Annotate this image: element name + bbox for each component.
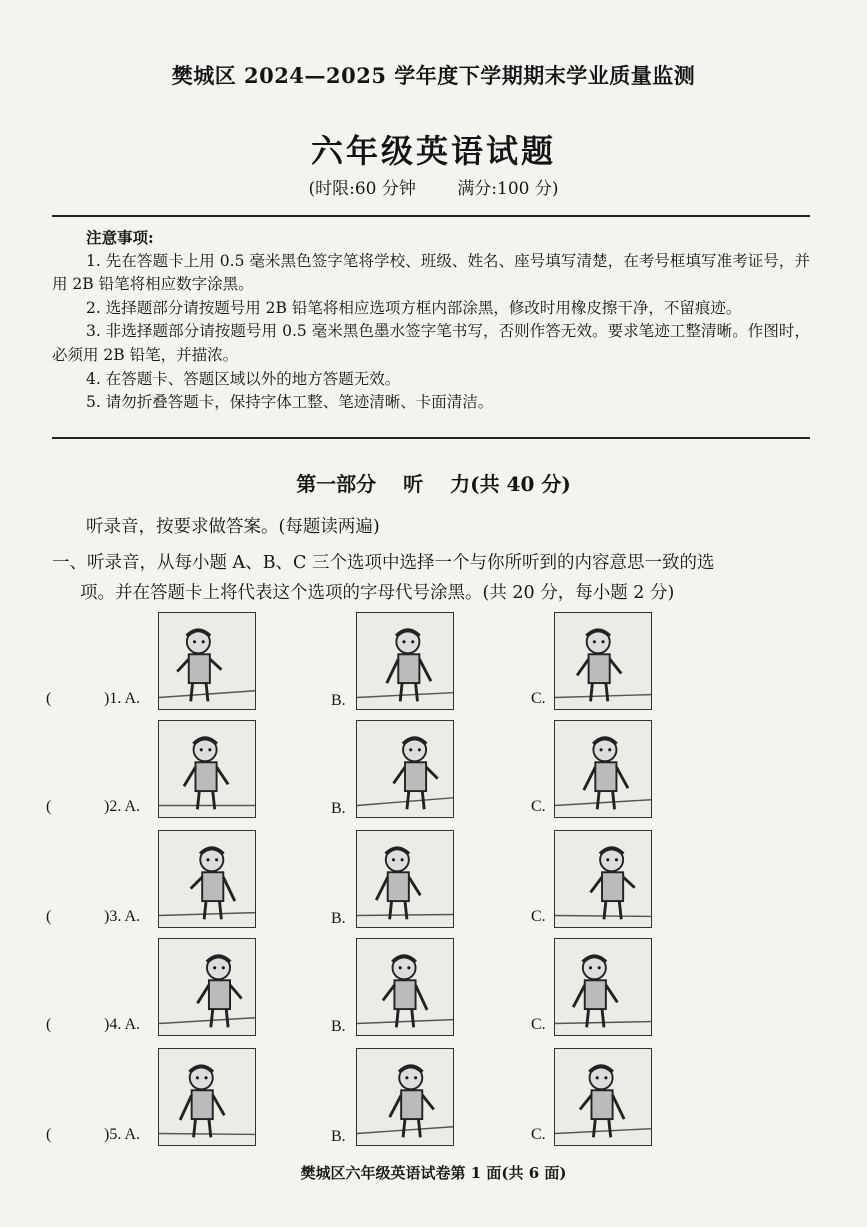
question-label: )5. A. [104, 1126, 140, 1143]
option-b-picture[interactable] [356, 720, 454, 818]
notice-item: 5. 请勿折叠答题卡，保持字体工整、笔迹清晰、卡面清洁。 [86, 393, 494, 412]
answer-paren-open[interactable]: ( [46, 798, 52, 815]
notice-item: 2. 选择题部分请按题号用 2B 铅笔将相应选项方框内部涂黑，修改时用橡皮擦干净，不留痕迹。 [86, 298, 742, 317]
sad-boy-icon [159, 939, 255, 1035]
question-row [0, 720, 867, 830]
option-a-picture[interactable] [158, 1048, 256, 1146]
option-c-label: C. [531, 908, 546, 925]
part1-instruction-line2: 项。并在答题卡上将代表这个选项的字母代号涂黑。(共 20 分，每小题 2 分) [80, 583, 675, 603]
answer-paren-open[interactable]: ( [46, 908, 52, 925]
question-label: )1. A. [104, 690, 140, 707]
option-c-picture[interactable] [554, 612, 652, 710]
option-c-picture[interactable] [554, 830, 652, 928]
option-c-picture[interactable] [554, 1048, 652, 1146]
section-part: 第一部分 [296, 472, 377, 496]
section-title [0, 468, 867, 497]
full-score: 满分:100 分) [457, 179, 559, 199]
option-b-picture[interactable] [356, 1048, 454, 1146]
option-c-label: C. [531, 1016, 546, 1033]
girl-reading-icon [159, 831, 255, 927]
option-c-label: C. [531, 690, 546, 707]
girl-washing-icon [159, 1049, 255, 1145]
option-b-picture[interactable] [356, 938, 454, 1036]
notice-item: 1. 先在答题卡上用 0.5 毫米黑色签字笔将学校、班级、姓名、座号填写清楚，在考号框填写准考证号，并用 2B 铅笔将相应数字涂黑。 [52, 251, 810, 294]
boy-cooking-icon [555, 939, 651, 1035]
notice-item: 3. 非选择题部分请按题号用 0.5 毫米黑色墨水签字笔书写，否则作答无效。要求笔迹工整清晰。作图时，必须用 2B 铅笔，并描浓。 [52, 322, 810, 364]
notice-item: 4. 在答题卡、答题区域以外的地方答题无效。 [86, 369, 401, 388]
option-b-picture[interactable] [356, 830, 454, 928]
notice-block [52, 226, 810, 415]
option-c-picture[interactable] [554, 720, 652, 818]
option-b-label: B. [331, 692, 346, 709]
worried-boy-icon [357, 939, 453, 1035]
option-b-label: B. [331, 1018, 346, 1035]
question-number [46, 1126, 140, 1144]
question-row [0, 1048, 867, 1158]
question-number [46, 690, 140, 708]
option-b-picture[interactable] [356, 612, 454, 710]
question-number [46, 908, 140, 926]
question-number [46, 798, 140, 816]
option-b-label: B. [331, 800, 346, 817]
soccer-player-icon [357, 831, 453, 927]
section-name-1: 听 [403, 472, 424, 496]
exam-meta [0, 174, 867, 199]
section-name-2: 力(共 40 分) [450, 472, 571, 496]
notice-heading: 注意事项: [86, 228, 154, 247]
subject-title: 六年级英语试题 [310, 132, 556, 170]
general-instruction: 听录音，按要求做答案。(每题读两遍) [86, 517, 380, 537]
top-divider [52, 215, 810, 217]
bottom-divider [52, 437, 810, 439]
question-row [0, 938, 867, 1048]
exam-title: 樊城区 2024—2025 学年度下学期期末学业质量监测 [171, 63, 696, 88]
man-flexing-icon [357, 613, 453, 709]
question-label: )4. A. [104, 1016, 140, 1033]
time-limit: (时限:60 分钟 [308, 179, 416, 199]
answer-paren-open[interactable]: ( [46, 1016, 52, 1033]
page-footer: 樊城区六年级英语试卷第 1 面(共 6 面) [300, 1164, 567, 1182]
option-b-label: B. [331, 910, 346, 927]
option-a-picture[interactable] [158, 720, 256, 818]
answer-paren-open[interactable]: ( [46, 690, 52, 707]
old-woman-icon [555, 613, 651, 709]
question-row [0, 830, 867, 940]
part1-instruction [52, 548, 810, 608]
option-b-label: B. [331, 1128, 346, 1145]
boy-and-man-icon [159, 721, 255, 817]
option-a-picture[interactable] [158, 938, 256, 1036]
kids-singing-icon [555, 1049, 651, 1145]
photographer-icon [357, 1049, 453, 1145]
boy-horse-icon [555, 831, 651, 927]
two-kids-icon [159, 613, 255, 709]
question-number [46, 1016, 140, 1034]
option-a-picture[interactable] [158, 612, 256, 710]
monkey-icon [357, 721, 453, 817]
option-a-picture[interactable] [158, 830, 256, 928]
part1-instruction-line1: 一、听录音，从每小题 A、B、C 三个选项中选择一个与你所听到的内容意思一致的选 [52, 553, 715, 573]
question-row [0, 612, 867, 722]
answer-paren-open[interactable]: ( [46, 1126, 52, 1143]
question-label: )2. A. [104, 798, 140, 815]
option-c-label: C. [531, 1126, 546, 1143]
boy-leaves-icon [555, 721, 651, 817]
question-label: )3. A. [104, 908, 140, 925]
option-c-label: C. [531, 798, 546, 815]
option-c-picture[interactable] [554, 938, 652, 1036]
